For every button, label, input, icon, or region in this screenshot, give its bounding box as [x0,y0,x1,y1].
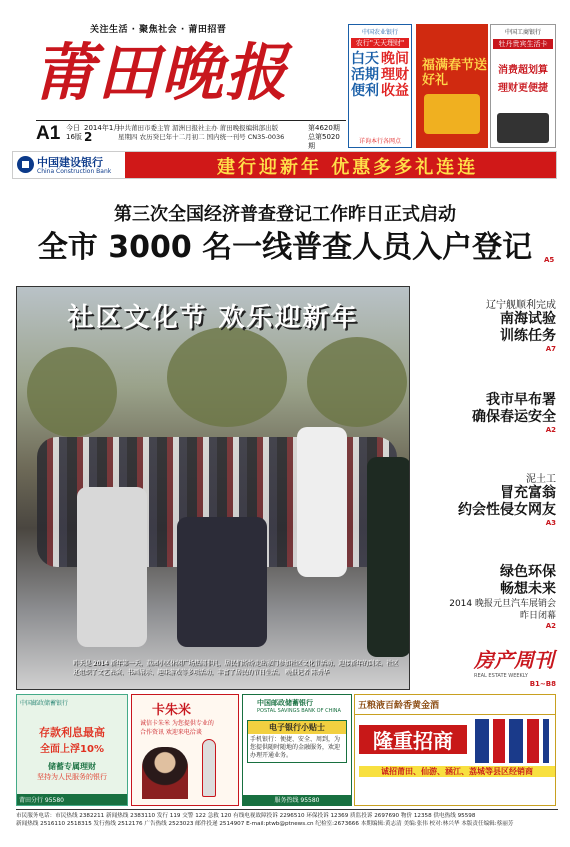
ad-line: 坚持为人民服务的银行 [37,773,107,781]
page-number: A1 [36,123,61,144]
ad-head: 中国邮政储蓄银行 [20,700,69,707]
ad-bank-name: 中国农业银行 [361,29,398,36]
ad-line-1: 消费超划算 [498,65,548,76]
issue-total: 总第5020期 [308,133,340,150]
tips-text: 手机银行：便捷、安全、周到，为您提供随时随地的金融服务，欢迎办理开通业务。 [250,736,341,759]
rocket-graphic [202,739,216,797]
ad-head-en: POSTAL SAVINGS BANK OF CHINA [257,708,341,714]
issue-number [308,124,346,151]
issue-date [66,124,82,142]
ccb-slogan-area [125,152,556,178]
ad-line: 合作资讯 欢迎来电洽谈 [140,729,202,736]
postal-bank-ad[interactable] [16,694,128,806]
ad-sub-text: 诚招莆田、仙游、涵江、荔城等县区经销商 [359,766,555,777]
ad-tag: 牡丹贵宾生活卡 [493,39,553,49]
page-count: 16版 [66,133,82,141]
model-image [142,747,188,799]
photo-credit: 晚报记者 陈秀华 [284,669,329,676]
footer-line-2: 新闻热线 2516110 2518315 发行热线 2512176 广告热线 2523023 邮件投递 2514907 E-mail:ptwb@ptnews.cn 纪检室:2673666 本期编辑:黄志清 美编:张伟 校对:林兴华 本版责任编辑:蔡丽芳 [16,821,514,827]
side-story-page: A2 [545,426,556,434]
property-weekly-promo[interactable] [474,644,556,688]
tree-shape [27,347,117,437]
kazhumi-ad[interactable] [131,694,239,806]
publisher-line-2: 星期四 农历癸巳年十二月初二 国内统一刊号 CN35-0036 [118,133,285,141]
lead-kicker[interactable]: 第三次全国经济普查登记工作昨日正式启动 [114,204,456,225]
icbc-ad[interactable] [490,24,556,148]
ad-right-text: 晚间理财收益 [381,51,409,99]
ad-foot: 莆田分行 95580 [17,794,127,805]
side-story-note: 2014 晚报元旦汽车展销会 [449,599,556,609]
spectator-figure [77,487,147,647]
issue-no: 第4620期 [308,124,340,132]
ad-head: 五粮液百龄香黄金酒 [355,695,555,715]
publisher-line-1: 中共莆田市委主管 湄洲日报社主办 莆田晚报编辑部出版 [118,124,279,132]
issue-date-values [84,124,120,142]
side-story-3[interactable] [458,470,556,527]
photo-caption [73,659,403,677]
side-story-title: 训练任务 [500,328,556,344]
masthead-slogan: 关注生活 · 聚焦社会 · 莆田招晋 [90,25,227,35]
side-story-page: A7 [545,345,556,353]
ad-tag: 农行"天天理财" [351,38,409,48]
side-story-pre: 泥土工 [526,474,556,485]
performer-figure [297,427,347,577]
photo-title: 社区文化节 欢乐迎新年 [67,303,359,333]
side-story-2[interactable] [472,392,556,434]
spectator-figure [367,457,410,657]
ad-hotline: 服务热线 95580 [243,795,351,805]
property-subtitle: REAL ESTATE WEEKLY [474,673,528,679]
side-story-title: 南海试验 [500,311,556,327]
lead-page-ref: A5 [544,256,555,264]
masthead [0,0,570,150]
ccb-name-en: China Construction Bank [37,168,112,175]
ad-line: 诚信卡朱米 为您提供专业的 [140,720,214,727]
ad-line: 储蓄专属理财 [48,762,96,771]
ad-line-2: 理财更便捷 [498,83,548,94]
side-story-title: 冒充富翁 [500,485,556,501]
side-story-page: A3 [545,519,556,527]
date-year: 2014年1月 [84,124,121,132]
side-story-4[interactable] [449,564,556,630]
ccb-logo [13,152,125,178]
side-story-title: 确保春运安全 [472,409,556,425]
side-story-title: 我市早布署 [486,392,556,408]
ad-left-text: 白天活期便利 [351,51,379,99]
tree-shape [167,327,287,427]
abc-bank-ad[interactable] [348,24,412,148]
postal-ebank-ad[interactable] [242,694,352,806]
ad-big-text: 隆重招商 [359,725,467,754]
caption-text: 昨天是 2014 新年第一天，荔园小区休闲广场热闹非凡，居民们纷纷走出家门参加社区文化节活动，迎接新年的到来。社区还组织了文艺表演、书画展示、趣味游戏等多项活动，丰富了居民的节日生活。 [73,660,399,676]
ccb-name-cn: 中国建设银行 [37,156,103,169]
ccb-logo-icon [17,156,34,173]
ad-festival-text: 福满春节送好礼 [422,58,488,88]
page-footer [16,809,558,828]
ad-bank-name: 中国工商银行 [504,29,541,36]
side-story-title: 畅想未来 [500,581,556,597]
ad-head: 中国邮政储蓄银行 [257,699,313,707]
side-story-1[interactable] [486,296,556,353]
tips-box [247,720,347,763]
bottles-graphic [475,719,549,763]
footer-line-1: 市民服务电话：市民热线 2382211 新闻热线 2383110 发行 119 交警 122 急救 120 有线电视故障投诉 2296510 环保投诉 12369 质监投诉 2697690 物价 12358 供电热线 95598 [16,813,476,819]
date-today-label: 今日 [66,124,80,132]
spectator-figure [177,517,267,647]
ad-line: 存款利息最高 [39,726,105,739]
side-story-note: 昨日闭幕 [519,611,556,621]
ad-line: 全面上浮10% [40,744,104,755]
lead-photo[interactable] [16,286,410,690]
festival-ad[interactable] [416,24,488,148]
tips-title: 电子银行小贴士 [248,721,346,734]
side-story-page: A2 [545,622,556,630]
ad-head: 卡朱米 [152,703,192,718]
tree-shape [307,337,407,427]
bank-card-graphic [497,113,549,143]
side-story-pre: 辽宁舰顺利完成 [486,300,556,311]
newspaper-logo[interactable]: 莆田晚报 [33,36,290,109]
side-story-title: 绿色环保 [500,564,556,580]
edition-bar [36,120,346,148]
property-pages: B1~B8 [529,680,556,688]
ccb-banner-ad[interactable] [12,151,557,179]
ccb-slogan: 建行迎新年 优惠多多礼连连 [217,157,479,178]
ad-foot: 详询本行各网点 [358,138,401,145]
property-title: 房产周刊 [474,648,554,672]
date-day: 2 [84,130,93,144]
lead-headline[interactable]: 全市 3000 名一线普查人员入户登记 [37,230,533,265]
side-story-title: 约会性侵女网友 [458,502,556,518]
stage-graphic [424,94,480,134]
liquor-ad[interactable] [354,694,556,806]
